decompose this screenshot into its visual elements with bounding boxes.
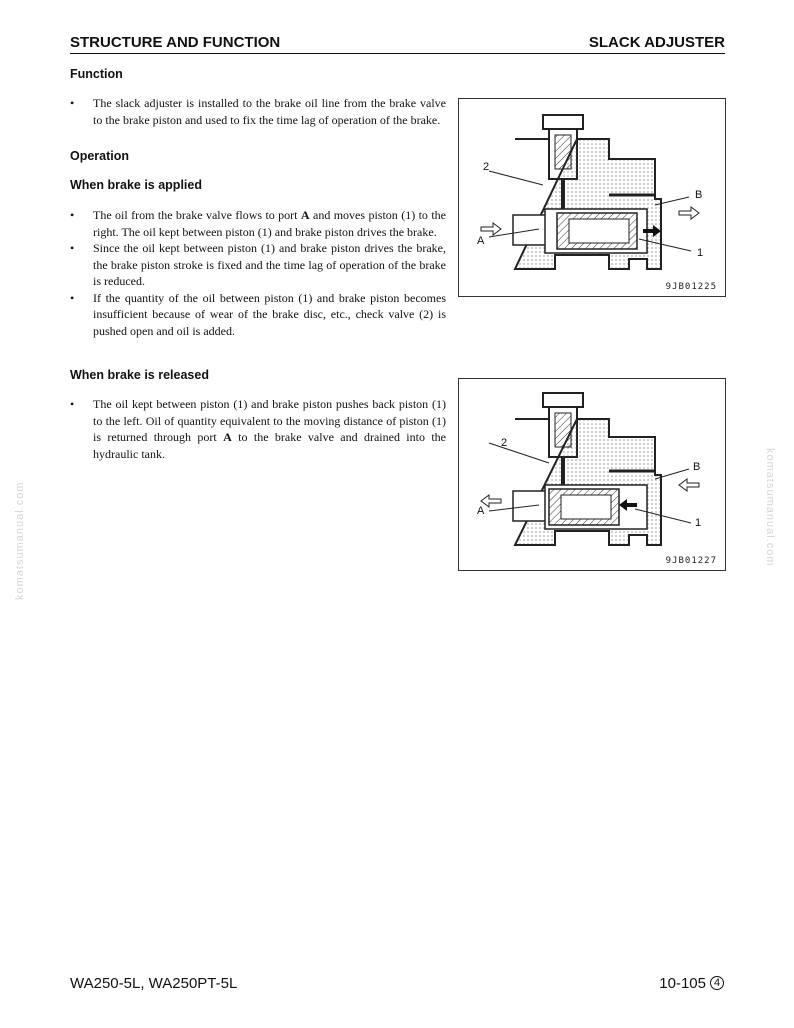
page-number: 10-105	[659, 975, 706, 992]
list-item: • Since the oil kept between piston (1) and brake piston drives the brake, the brake piston stroke is fixed and the time lag of operation of the brake is reduced.	[70, 241, 446, 288]
callout-1: 1	[697, 247, 704, 259]
operation-heading: Operation	[70, 149, 130, 163]
figure-code: 9JB01225	[665, 282, 717, 292]
callout-2: 2	[483, 161, 490, 173]
callout-b: B	[695, 189, 703, 201]
callout-2: 2	[501, 437, 508, 449]
figure-brake-applied	[458, 98, 726, 297]
list-item: • If the quantity of the oil between piston (1) and brake piston becomes insufficient because of wear of the brake disc, etc., check valve (2) is pushed open and oil is added.	[70, 290, 446, 338]
slack-adjuster-applied-diagram	[459, 99, 725, 296]
function-heading: Function	[70, 67, 123, 81]
component-title: SLACK ADJUSTER	[588, 34, 725, 51]
revision-badge: 4	[710, 976, 724, 990]
watermark-left: komatsumanual.com	[14, 481, 26, 600]
figure-code: 9JB01227	[665, 556, 717, 566]
callout-a: A	[477, 505, 485, 517]
footer-model: WA250-5L, WA250PT-5L	[70, 975, 238, 992]
figure-brake-released	[458, 378, 726, 571]
page-header	[70, 33, 725, 54]
released-list	[70, 396, 446, 462]
callout-1: 1	[695, 517, 702, 529]
released-heading: When brake is released	[70, 368, 209, 382]
list-item: • The slack adjuster is installed to the brake oil line from the brake valve to the brake piston and used to fix the time lag of operation of the brake.	[70, 96, 446, 127]
applied-heading: When brake is applied	[70, 178, 202, 192]
callout-b: B	[693, 461, 701, 473]
footer-page	[659, 975, 724, 992]
callout-a: A	[477, 235, 485, 247]
watermark-right: komatsumanual.com	[764, 448, 776, 567]
section-title: STRUCTURE AND FUNCTION	[70, 34, 281, 51]
function-list	[70, 95, 446, 128]
applied-list	[70, 207, 446, 339]
list-item: • The oil from the brake valve flows to port A and moves piston (1) to the right. The oil kept between piston (1) and brake piston drives the brake.	[70, 208, 446, 239]
list-item: • The oil kept between piston (1) and brake piston pushes back piston (1) to the left. Oil of quantity equivalent to the moving distance of piston (1) is returned through port A to the brake valve and drained into the hydraulic tank.	[70, 397, 446, 461]
slack-adjuster-released-diagram	[459, 379, 725, 570]
